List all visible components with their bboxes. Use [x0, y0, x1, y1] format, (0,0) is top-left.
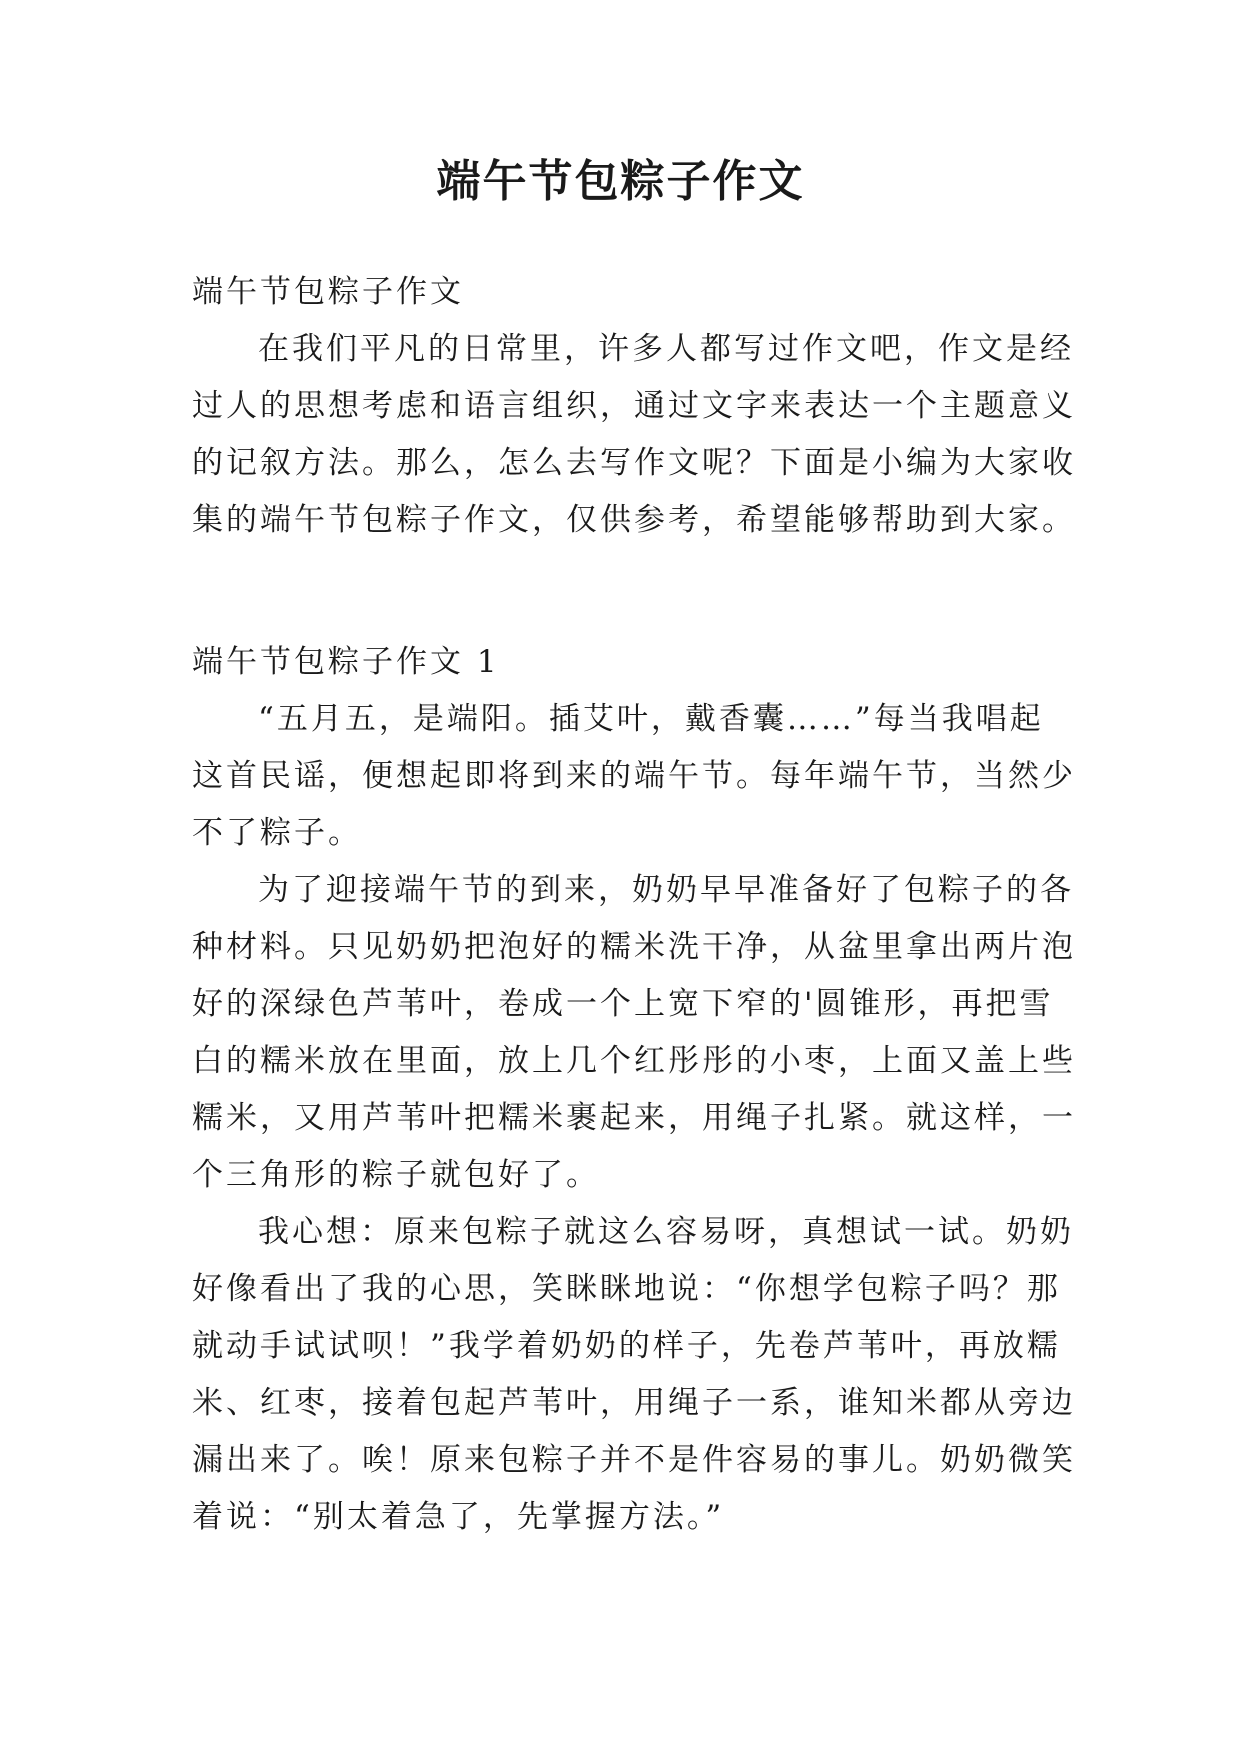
paragraph-line: 个三角形的粽子就包好了。 [192, 1157, 600, 1193]
section-heading: 端午节包粽子作文 1 [192, 644, 500, 680]
intro-block [192, 264, 1076, 549]
paragraph-line: 好像看出了我的心思，笑眯眯地说：“你想学包粽子吗？那 [192, 1271, 1061, 1307]
document-title: 端午节包粽子作文 [436, 156, 805, 207]
paragraph-line: 种材料。只见奶奶把泡好的糯米洗干净，从盆里拿出两片泡 [192, 929, 1076, 965]
section1-block [192, 634, 1076, 1546]
intro-line: 在我们平凡的日常里，许多人都写过作文吧，作文是经 [258, 331, 1074, 367]
paragraph-line: 就动手试试呗！”我学着奶奶的样子，先卷芦苇叶，再放糯 [192, 1328, 1061, 1364]
intro-line: 的记叙方法。那么，怎么去写作文呢？下面是小编为大家收 [192, 445, 1076, 481]
paragraph-line: 米、红枣，接着包起芦苇叶，用绳子一系，谁知米都从旁边 [192, 1385, 1076, 1421]
paragraph-line: 好的深绿色芦苇叶，卷成一个上宽下窄的'圆锥形，再把雪 [192, 986, 1054, 1022]
paragraph-line: 我心想：原来包粽子就这么容易呀，真想试一试。奶奶 [258, 1214, 1074, 1250]
intro-line: 过人的思想考虑和语言组织，通过文字来表达一个主题意义 [192, 388, 1076, 424]
paragraph-line: 着说：“别太着急了，先掌握方法。” [192, 1499, 725, 1535]
paragraph-line: 为了迎接端午节的到来，奶奶早早准备好了包粽子的各 [258, 872, 1074, 908]
paragraph-line: 漏出来了。唉！原来包粽子并不是件容易的事儿。奶奶微笑 [192, 1442, 1076, 1478]
intro-line: 集的端午节包粽子作文，仅供参考，希望能够帮助到大家。 [192, 502, 1076, 538]
paragraph-line: 白的糯米放在里面，放上几个红彤彤的小枣，上面又盖上些 [192, 1043, 1076, 1079]
paragraph-line: 这首民谣，便想起即将到来的端午节。每年端午节，当然少 [192, 758, 1076, 794]
paragraph-line: 糯米，又用芦苇叶把糯米裹起来，用绳子扎紧。就这样，一 [192, 1100, 1076, 1136]
paragraph-line: 不了粽子。 [192, 815, 362, 851]
intro-heading: 端午节包粽子作文 [192, 274, 464, 310]
paragraph-line: “五月五，是端阳。插艾叶，戴香囊……”每当我唱起 [258, 701, 1044, 737]
